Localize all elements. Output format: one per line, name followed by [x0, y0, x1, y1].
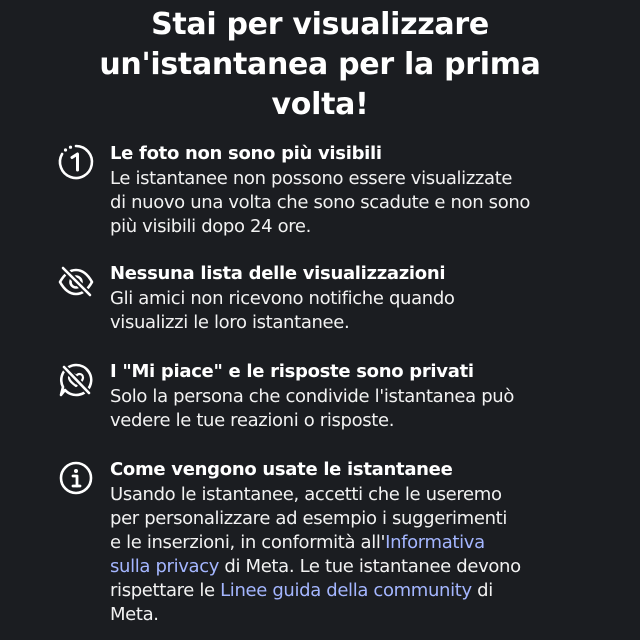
item-title: Come vengono usate le istantanee — [110, 459, 453, 480]
info-icon — [56, 458, 96, 498]
item-title: Le foto non sono più visibili — [110, 143, 382, 164]
title-line-1: Stai per visualizzare — [151, 7, 489, 42]
title-line-3: volta! — [271, 87, 369, 122]
privacy-policy-link[interactable]: sulla privacy — [110, 556, 220, 577]
description-text: e le inserzioni, in conformità all' — [110, 532, 386, 553]
description-line: visualizzi le loro istantanee. — [110, 312, 350, 333]
description-text: di Meta. Le tue istantanee devono — [219, 556, 521, 577]
description-line: Usando le istantanee, accetti che le useremo — [110, 484, 502, 505]
description-line: Le istantanee non possono essere visualizzate — [110, 168, 513, 189]
timer-one-icon — [56, 142, 96, 182]
description-line — [110, 555, 630, 579]
privacy-policy-link[interactable]: Informativa — [385, 532, 485, 553]
description-line — [110, 579, 630, 603]
item-title: Nessuna lista delle visualizzazioni — [110, 263, 446, 284]
page-title — [40, 5, 600, 125]
item-description — [110, 287, 630, 335]
item-description — [110, 167, 630, 239]
description-line: vedere le tue reazioni o risposte. — [110, 410, 395, 431]
description-line: Meta. — [110, 604, 159, 625]
reaction-off-icon — [56, 360, 96, 400]
description-line: per personalizzare ad esempio i suggerimenti — [110, 508, 507, 529]
description-text: di — [471, 580, 493, 601]
description-line: Gli amici non ricevono notifiche quando — [110, 288, 455, 309]
item-title: I "Mi piace" e le risposte sono privati — [110, 361, 474, 382]
item-description — [110, 483, 630, 627]
description-line — [110, 531, 630, 555]
description-line: più visibili dopo 24 ore. — [110, 216, 312, 237]
eye-off-icon — [56, 262, 96, 302]
description-text: rispettare le — [110, 580, 221, 601]
title-line-2: un'istantanea per la prima — [99, 47, 541, 82]
description-line: Solo la persona che condivide l'istantanea può — [110, 386, 514, 407]
item-description — [110, 385, 630, 433]
description-line: di nuovo una volta che sono scadute e non sono — [110, 192, 531, 213]
community-guidelines-link[interactable]: Linee guida della community — [220, 580, 472, 601]
